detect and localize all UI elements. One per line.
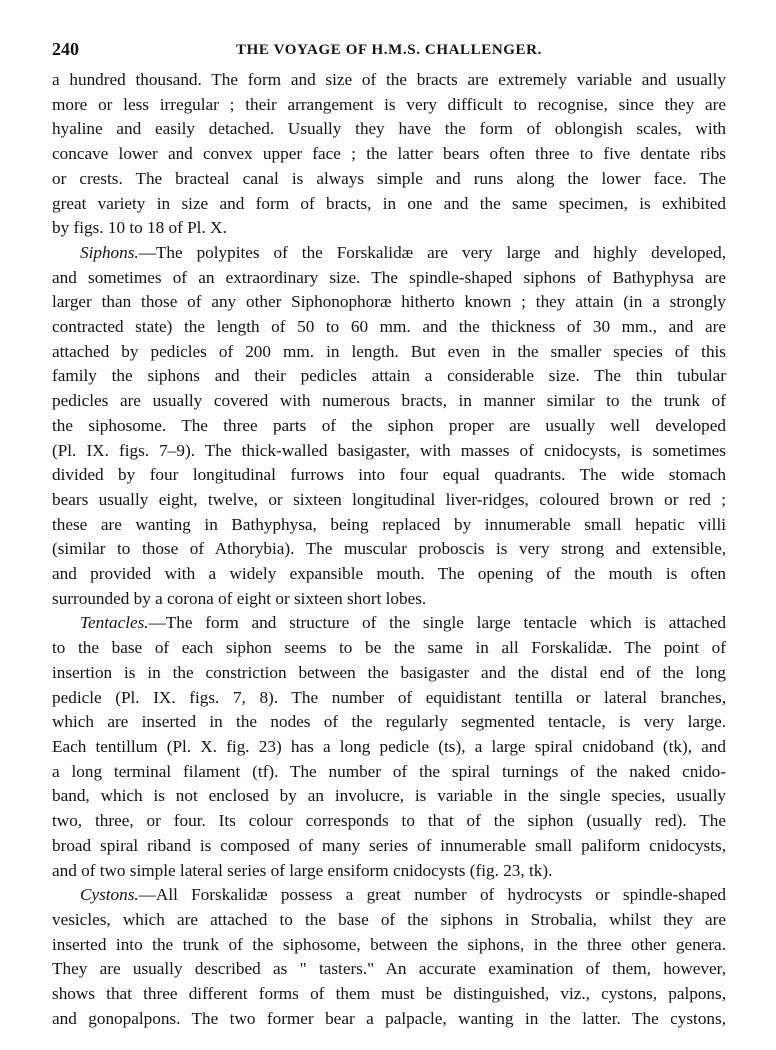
paragraph-tentacles — [52, 611, 726, 883]
text-line: (similar to those of Athorybia). The muscular proboscis is very strong and extensible, — [52, 539, 726, 559]
text-line: Each tentillum (Pl. X. fig. 23) has a long pedicle (ts), a large spiral cnidoband (tk), and — [52, 736, 726, 756]
text-line: pedicles are usually covered with numerous bracts, in manner similar to the trunk of — [52, 391, 726, 411]
page-number: 240 — [52, 39, 79, 59]
text-line: and gonopalpons. The two former bear a palpacle, wanting in the latter. The cystons, — [52, 1008, 726, 1028]
text-line: They are usually described as " tasters." An accurate examination of them, however, — [52, 959, 726, 979]
text-line: surrounded by a corona of eight or sixteen short lobes. — [52, 588, 427, 608]
text-line: broad spiral riband is composed of many series of innumerable small paliform cnidocysts, — [52, 835, 726, 855]
paragraph-cystons — [52, 883, 726, 1031]
section-heading-siphons: Siphons. — [80, 242, 139, 262]
text-line-rest: —The polypites of the Forskalidæ are very large and highly developed, — [138, 242, 726, 262]
text-line: to the base of each siphon seems to be the same in all Forskalidæ. The point of — [52, 638, 726, 658]
text-line: larger than those of any other Siphonophoræ hitherto known ; they attain (in a strongly — [52, 292, 726, 312]
text-line: great variety in size and form of bracts, in one and the same specimen, is exhibited — [52, 193, 726, 213]
text-line: inserted into the trunk of the siphosome, between the siphons, in the three other genera. — [52, 934, 726, 954]
text-line: contracted state) the length of 50 to 60 mm. and the thickness of 30 mm., and are — [52, 317, 726, 337]
text-line: shows that three different forms of them must be distinguished, viz., cystons, palpons, — [52, 984, 726, 1004]
text-line: and of two simple lateral series of large ensiform cnidocysts (fig. 23, tk). — [52, 860, 553, 880]
text-line: concave lower and convex upper face ; the latter bears often three to five dentate ribs — [52, 144, 726, 164]
section-heading-tentacles: Tentacles. — [80, 613, 149, 633]
text-line: the siphosome. The three parts of the siphon proper are usually well developed — [52, 415, 726, 435]
text-line-rest: —The form and structure of the single large tentacle which is attached — [148, 613, 726, 633]
text-line-rest: —All Forskalidæ possess a great number of hydrocysts or spindle-shaped — [138, 885, 726, 905]
text-line: (Pl. IX. figs. 7–9). The thick-walled basigaster, with masses of cnidocysts, is sometimes — [52, 440, 726, 460]
body-text — [52, 68, 726, 1031]
text-line: more or less irregular ; their arrangement is very difficult to recognise, since they are — [52, 94, 726, 114]
text-line — [52, 883, 726, 908]
text-line: vesicles, which are attached to the base of the siphons in Strobalia, whilst they are — [52, 909, 726, 929]
text-line: a long terminal filament (tf). The number of the spiral turnings of the naked cnido- — [52, 761, 726, 781]
text-line: insertion is in the constriction between the basigaster and the distal end of the long — [52, 662, 726, 682]
text-line: bears usually eight, twelve, or sixteen longitudinal liver-ridges, coloured brown or red ; — [52, 489, 726, 509]
text-line — [52, 241, 726, 266]
section-heading-cystons: Cystons. — [80, 885, 139, 905]
text-line: these are wanting in Bathyphysa, being replaced by innumerable small hepatic villi — [52, 514, 726, 534]
text-line: two, three, or four. Its colour corresponds to that of the siphon (usually red). The — [52, 811, 726, 831]
text-line: and provided with a widely expansible mouth. The opening of the mouth is often — [52, 564, 726, 584]
text-line: divided by four longitudinal furrows into four equal quadrants. The wide stomach — [52, 465, 726, 485]
text-line: or crests. The bracteal canal is always simple and runs along the lower face. The — [52, 168, 726, 188]
text-line: band, which is not enclosed by an involucre, is variable in the single species, usually — [52, 786, 726, 806]
text-line: and sometimes of an extraordinary size. The spindle-shaped siphons of Bathyphysa are — [52, 267, 726, 287]
book-page — [52, 38, 726, 1031]
text-line: which are inserted in the nodes of the regularly segmented tentacle, is very large. — [52, 712, 726, 732]
text-line: by figs. 10 to 18 of Pl. X. — [52, 218, 227, 238]
paragraph-siphons — [52, 241, 726, 612]
running-title: THE VOYAGE OF H.M.S. CHALLENGER. — [236, 42, 542, 58]
paragraph-bracts — [52, 68, 726, 241]
text-line: hyaline and easily detached. Usually they have the form of oblongish scales, with — [52, 119, 726, 139]
text-line: a hundred thousand. The form and size of the bracts are extremely variable and usually — [52, 70, 726, 89]
text-line — [52, 611, 726, 636]
text-line: attached by pedicles of 200 mm. in length. But even in the smaller species of this — [52, 341, 726, 361]
text-line: family the siphons and their pedicles attain a considerable size. The thin tubular — [52, 366, 726, 386]
text-line: pedicle (Pl. IX. figs. 7, 8). The number of equidistant tentilla or lateral branches, — [52, 687, 726, 707]
running-head — [52, 38, 726, 68]
